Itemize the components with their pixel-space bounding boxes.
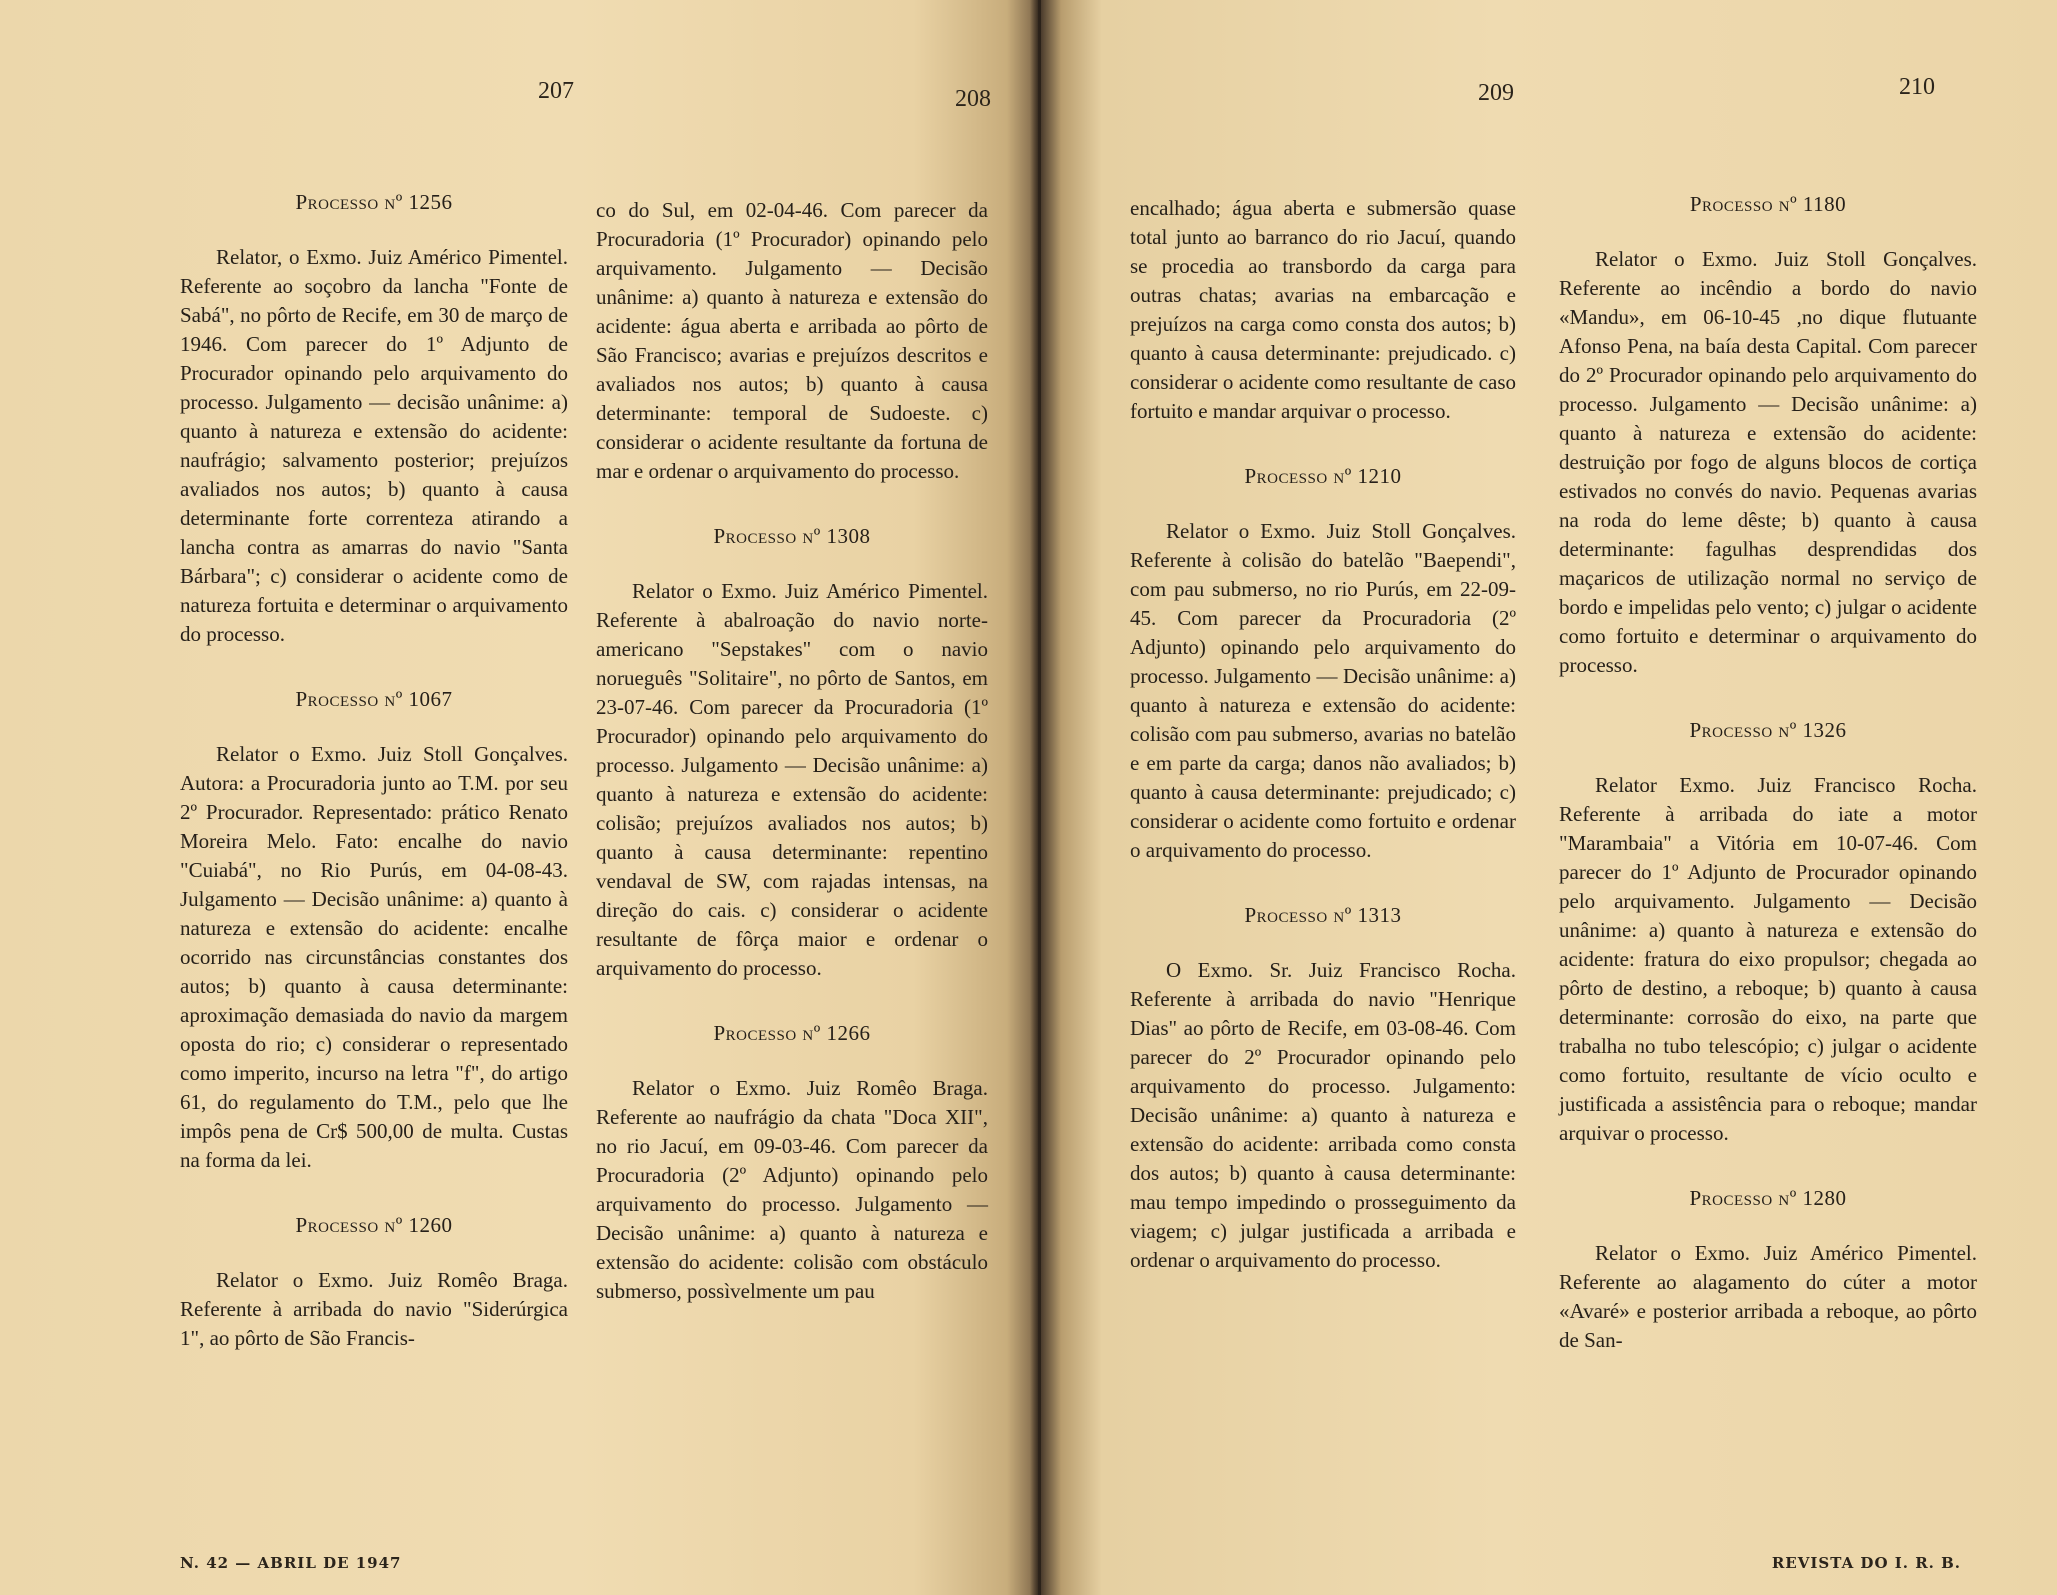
continued-paragraph: encalhado; água aberta e submersão quase total junto ao barranco do rio Jacuí, quando se procedia ao transbordo da carga para outras chatas; avarias na embarcação e prejuízos na carga como consta dos autos; b) quanto à causa determinante: prejudicado. c) considerar o acidente como resultante de caso fortuito e mandar arquivar o processo. bbox=[1130, 196, 1516, 423]
process-paragraph: Relator o Exmo. Juiz Romêo Braga. Referente ao naufrágio da chata "Doca XII", no rio Jacuí, em 09-03-46. Com parecer da Procuradoria (2º Adjunto) opinando pelo arquivamento do processo. Julgamento — Decisão unânime: a) quanto à natureza e extensão do acidente: colisão com obstáculo submerso, possìvelmente um pau bbox=[596, 1076, 988, 1303]
process-title: Processo nº 1067 bbox=[295, 687, 453, 711]
process-title: Processo nº 1313 bbox=[1244, 903, 1402, 927]
process-paragraph: Relator o Exmo. Juiz Stoll Gonçalves. Referente à colisão do batelão "Baependi", com pau submerso, no rio Purús, em 22-09-45. Com parecer da Procuradoria (2º Adjunto) opinando pelo arquivamento do processo. Julgamento — Decisão unânime: a) quanto à natureza e extensão do acidente: colisão com pau submerso, avarias no batelão e em parte da carga; danos não avaliados; b) quanto à causa determinante: prejudicado; c) considerar o acidente como fortuito e ordenar o arquivamento do processo. bbox=[1130, 519, 1516, 862]
process-title: Processo nº 1180 bbox=[1689, 192, 1847, 216]
process-paragraph: Relator o Exmo. Juiz Stoll Gonçalves. Autora: a Procuradoria junto ao T.M. por seu 2º Procurador. Representado: prático Renato Moreira Melo. Fato: encalhe do navio "Cuiabá", no Rio Purús, em 04-08-43. Julgamento — Decisão unânime: a) quanto à natureza e extensão do acidente: encalhe ocorrido nas circunstâncias constantes dos autos; b) quanto à causa determinante: aproximação demasiada do navio da margem oposta do rio; c) considerar o representado como imperito, incurso na letra "f", do artigo 61, do regulamento do T.M., pelo que lhe impôs pena de Cr$ 500,00 de multa. Custas na forma da lei. bbox=[180, 742, 568, 1172]
page-number-207: 207 bbox=[538, 78, 574, 104]
page-number-210: 210 bbox=[1899, 74, 1935, 100]
column-page-209 bbox=[1130, 194, 1516, 1275]
right-page-spread bbox=[1041, 0, 2057, 1595]
column-page-208 bbox=[596, 196, 988, 1306]
process-paragraph: Relator o Exmo. Juiz Romêo Braga. Referente à arribada do navio "Siderúrgica 1", ao pôrto de São Francis- bbox=[180, 1268, 568, 1350]
process-title: Processo nº 1256 bbox=[295, 190, 453, 214]
footer-issue: N. 42 — ABRIL DE 1947 bbox=[180, 1554, 402, 1572]
column-page-210 bbox=[1559, 190, 1977, 1355]
process-paragraph: O Exmo. Sr. Juiz Francisco Rocha. Referente à arribada do navio "Henrique Dias" ao pôrto de Recife, em 03-08-46. Com parecer do 2º Procurador opinando pelo arquivamento do processo. Julgamento: Decisão unânime: a) quanto à natureza e extensão do acidente: arribada como consta dos autos; b) quanto à causa determinante: mau tempo impedindo o prosseguimento da viagem; c) julgar justificada a arribada e ordenar o arquivamento do processo. bbox=[1130, 958, 1516, 1272]
process-paragraph: Relator Exmo. Juiz Francisco Rocha. Referente à arribada do iate a motor "Marambaia" a Vitória em 10-07-46. Com parecer do 1º Adjunto de Procurador opinando pelo arquivamento. Julgamento — Decisão unânime: a) quanto à natureza e extensão do acidente: fratura do eixo propulsor; chegada ao pôrto de destino, a reboque; b) quanto à causa determinante: corrosão do eixo, na parte que trabalha no tubo telescópio; c) julgar o acidente como fortuito, resultante de vício oculto e justificada a assistência para o reboque; mandar arquivar o processo. bbox=[1559, 773, 1977, 1145]
process-title: Processo nº 1308 bbox=[713, 524, 871, 548]
process-paragraph: Relator o Exmo. Juiz Américo Pimentel. Referente à abalroação do navio norte-americano "Sepstakes" com o navio norueguês "Solitaire", no pôrto de Santos, em 23-07-46. Com parecer da Procuradoria (1º Procurador) opinando pelo arquivamento do processo. Julgamento — Decisão unânime: a) quanto à natureza e extensão do acidente: colisão; prejuízos avaliados nos autos; b) quanto à causa determinante: repentino vendaval de SW, com rajadas intensas, na direção do cais. c) considerar o acidente resultante de fôrça maior e ordenar o arquivamento do processo. bbox=[596, 579, 988, 980]
column-page-207 bbox=[180, 188, 568, 1353]
process-title: Processo nº 1326 bbox=[1689, 718, 1847, 742]
process-title: Processo nº 1210 bbox=[1244, 464, 1402, 488]
page-number-209: 209 bbox=[1478, 80, 1514, 106]
process-paragraph: Relator o Exmo. Juiz Américo Pimentel. Referente ao alagamento do cúter a motor «Avaré» e posterior arribada a reboque, ao pôrto de San- bbox=[1559, 1241, 1977, 1352]
footer-journal: REVISTA DO I. R. B. bbox=[1771, 1554, 1961, 1572]
process-paragraph: Relator, o Exmo. Juiz Américo Pimentel. Referente ao soçobro da lancha "Fonte de Sabá", no pôrto de Recife, em 30 de março de 1946. Com parecer do 1º Adjunto de Procurador opinando pelo arquivamento do processo. Julgamento — decisão unânime: a) quanto à natureza e extensão do acidente: naufrágio; salvamento posterior; prejuízos avaliados nos autos; b) quanto à causa determinante forte correnteza atirando a lancha contra as amarras do navio "Santa Bárbara"; c) considerar o acidente como de natureza fortuita e determinar o arquivamento do processo. bbox=[180, 245, 568, 646]
process-paragraph: Relator o Exmo. Juiz Stoll Gonçalves. Referente ao incêndio a bordo do navio «Mandu», em 06-10-45 ,no dique flutuante Afonso Pena, na baía desta Capital. Com parecer do 2º Procurador opinando pelo arquivamento do processo. Julgamento — Decisão unânime: a) quanto à natureza e extensão do acidente: destruição por fogo de alguns blocos de cortiça estivados no convés do navio. Pequenas avarias na roda do leme dêste; b) quanto à causa determinante: fagulhas desprendidas dos maçaricos de utilização normal no serviço de bordo e impelidas pelo vento; c) julgar o acidente como fortuito e determinar o arquivamento do processo. bbox=[1559, 247, 1977, 677]
continued-paragraph: co do Sul, em 02-04-46. Com parecer da Procuradoria (1º Procurador) opinando pelo arquivamento. Julgamento — Decisão unânime: a) quanto à natureza e extensão do acidente: água aberta e arribada ao pôrto de São Francisco; avarias e prejuízos descritos e avaliados nos autos; b) quanto à causa determinante: temporal de Sudoeste. c) considerar o acidente resultante da fortuna de mar e ordenar o arquivamento do processo. bbox=[596, 198, 988, 483]
process-title: Processo nº 1266 bbox=[713, 1021, 871, 1045]
process-title: Processo nº 1280 bbox=[1689, 1186, 1847, 1210]
process-title: Processo nº 1260 bbox=[295, 1213, 453, 1237]
page-number-208: 208 bbox=[955, 86, 991, 112]
